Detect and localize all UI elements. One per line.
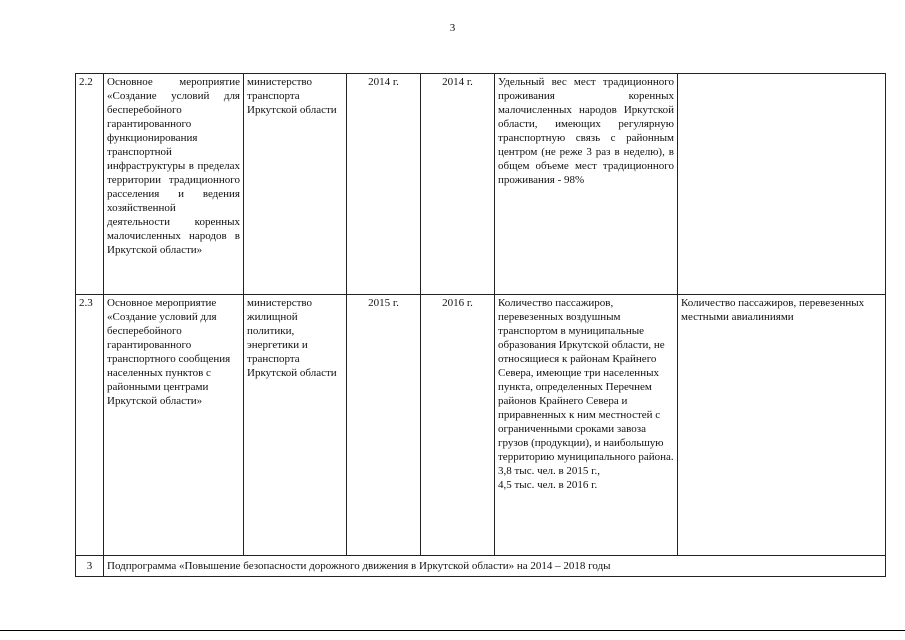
end-date-cell: 2014 г. — [421, 74, 495, 295]
start-date-cell: 2014 г. — [347, 74, 421, 295]
measures-table — [75, 73, 886, 577]
table-row — [76, 295, 886, 556]
result-value-2016: 4,5 тыс. чел. в 2016 г. — [498, 479, 598, 491]
result-cell — [495, 295, 678, 556]
executor-cell: министерство транспорта Иркутской области — [244, 74, 347, 295]
indicator-cell: Количество пассажиров, перевезенных местными авиалиниями — [678, 295, 886, 556]
table-row — [76, 74, 886, 295]
row-number: 3 — [76, 556, 104, 577]
activity-cell: Основное мероприятие «Создание условий для бесперебойного гарантированного транспортного сообщения населенных пунктов с районными центрами Иркутской области» — [104, 295, 244, 556]
table-row — [76, 556, 886, 577]
start-date-cell: 2015 г. — [347, 295, 421, 556]
row-number: 2.3 — [76, 295, 104, 556]
result-text: Количество пассажиров, перевезенных воздушным транспортом в муниципальные образования Иркутской области, не относящиеся к районам Крайнего Севера, имеющие три населенных пункта, определенных Перечнем районов Крайнего Севера и приравненных к ним местностей с ограниченными сроками завоза грузов (продукции), и наибольшую территорию муниципального района. — [498, 297, 674, 463]
result-value-2015: 3,8 тыс. чел. в 2015 г., — [498, 465, 600, 477]
result-cell: Удельный вес мест традиционного проживания коренных малочисленных народов Иркутской области, имеющих регулярную транспортную связь с районным центром (не реже 3 раз в неделю), в общем объеме мест традиционного проживания - 98% — [495, 74, 678, 295]
activity-cell: Основное мероприятие «Создание условий для бесперебойного гарантированного функционирования транспортной инфраструктуры в пределах территории традиционного расселения и ведения хозяйственной деятельности коренных малочисленных народов в Иркутской области» — [104, 74, 244, 295]
indicator-cell — [678, 74, 886, 295]
executor-cell: министерство жилищной политики, энергетики и транспорта Иркутской области — [244, 295, 347, 556]
page-bottom-edge — [0, 630, 905, 631]
page-number: 3 — [449, 22, 456, 34]
subprogram-title: Подпрограмма «Повышение безопасности дорожного движения в Иркутской области» на 2014 – 2018 годы — [104, 556, 886, 577]
end-date-cell: 2016 г. — [421, 295, 495, 556]
row-number: 2.2 — [76, 74, 104, 295]
